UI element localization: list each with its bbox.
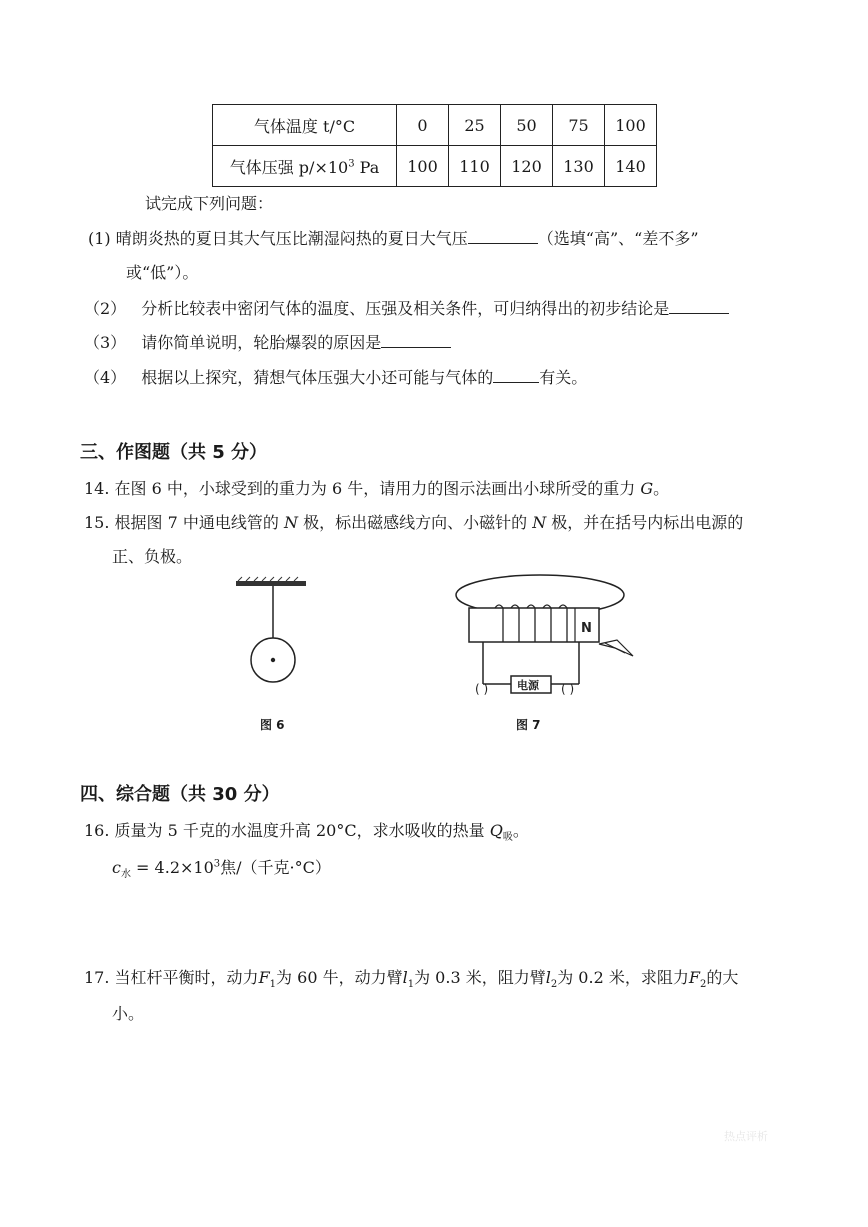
force-symbol: F — [688, 968, 700, 987]
specific-heat-formula — [112, 857, 331, 879]
force-symbol: F — [258, 968, 270, 987]
question-text: 质量为 5 千克的水温度升高 20°C，求水吸收的热量 — [114, 821, 485, 840]
figure-6-pendulum — [230, 575, 320, 705]
question-16 — [84, 820, 529, 842]
table-row — [213, 105, 657, 146]
pole-symbol: N — [532, 513, 547, 532]
heat-symbol: Q — [489, 821, 503, 840]
question-number: 16. — [84, 821, 110, 840]
polarity-bracket-left: ( ) — [475, 682, 489, 696]
polarity-bracket-right: ( ) — [561, 682, 575, 696]
table-cell: 110 — [449, 146, 501, 187]
ball-center — [271, 658, 275, 662]
solenoid-core — [469, 608, 599, 642]
cell-text: Pa — [354, 157, 380, 177]
answer-blank[interactable] — [381, 331, 451, 348]
question-text: 极，标出磁感线方向、小磁针的 — [303, 513, 528, 532]
question-text: 为 0.3 米，阻力臂 — [414, 968, 546, 987]
answer-blank[interactable] — [493, 366, 539, 383]
question-part — [84, 366, 587, 389]
figure-7-caption: 图 7 — [516, 718, 541, 732]
question-text: 极，并在括号内标出电源的 — [551, 513, 744, 532]
formula-symbol: c — [112, 858, 121, 877]
subscript: 水 — [120, 869, 131, 881]
table-cell: 0 — [397, 105, 449, 146]
question-text: 为 0.2 米，求阻力 — [557, 968, 689, 987]
question-14 — [84, 478, 669, 500]
part-number: (1) — [88, 229, 111, 248]
subscript: 2 — [699, 979, 707, 991]
ceiling-hatch — [238, 577, 298, 581]
section-heading: 四、综合题（共 30 分） — [80, 784, 280, 805]
intro-text: 试完成下列问题： — [145, 194, 274, 213]
question-text: 为 60 牛，动力臂 — [276, 968, 403, 987]
arm-symbol: l — [402, 968, 408, 987]
part-text: 根据以上探究，猜想气体压强大小还可能与气体的 — [141, 368, 494, 387]
part-text: 请你简单说明，轮胎爆裂的原因是 — [141, 333, 382, 352]
part-text: 有关。 — [539, 368, 588, 387]
power-source-label: 电源 — [517, 679, 539, 692]
part-number: （4） — [84, 368, 127, 387]
table-cell — [213, 146, 397, 187]
question-part-continuation: 或“低”）。 — [126, 263, 199, 282]
section-heading: 三、作图题（共 5 分） — [80, 442, 268, 463]
table-cell: 50 — [501, 105, 553, 146]
question-text: 。 — [512, 821, 529, 840]
subscript: 2 — [550, 979, 558, 991]
figure-7-solenoid — [455, 570, 640, 705]
question-text: 。 — [653, 479, 670, 498]
table-cell: 130 — [553, 146, 605, 187]
part-text: 晴朗炎热的夏日其大气压比潮湿闷热的夏日大气压 — [115, 229, 468, 248]
question-17-continuation: 小。 — [112, 1004, 145, 1023]
question-part — [88, 227, 699, 250]
table-cell: 气体温度 t/°C — [213, 105, 397, 146]
question-17 — [84, 967, 738, 989]
table-cell: 100 — [605, 105, 657, 146]
table-row — [213, 146, 657, 187]
table-cell: 140 — [605, 146, 657, 187]
question-15 — [84, 512, 743, 534]
answer-blank[interactable] — [669, 297, 729, 314]
question-text: 在图 6 中，小球受到的重力为 6 牛，请用力的图示法画出小球所受的重力 — [114, 479, 636, 498]
temperature-pressure-table — [212, 104, 657, 187]
table-cell: 75 — [553, 105, 605, 146]
table-cell: 25 — [449, 105, 501, 146]
figure-6-caption: 图 6 — [260, 718, 285, 732]
question-text: 根据图 7 中通电线管的 — [114, 513, 279, 532]
question-text: 的大 — [706, 968, 739, 987]
table-cell: 120 — [501, 146, 553, 187]
arm-symbol: l — [545, 968, 551, 987]
question-text: 当杠杆平衡时，动力 — [114, 968, 259, 987]
subscript: 1 — [407, 979, 415, 991]
watermark: 热点评析 — [724, 1130, 768, 1143]
subscript: 吸 — [502, 832, 513, 844]
ceiling-support — [236, 581, 306, 586]
table-cell: 100 — [397, 146, 449, 187]
answer-blank[interactable] — [468, 227, 538, 244]
pole-symbol: N — [284, 513, 298, 532]
question-number: 15. — [84, 513, 110, 532]
question-part — [84, 331, 451, 354]
part-number: （3） — [84, 333, 127, 352]
solenoid-n-pole-label: N — [581, 621, 592, 636]
superscript: 3 — [213, 858, 221, 870]
part-number: （2） — [84, 299, 127, 318]
force-symbol: G — [640, 479, 654, 498]
formula-text: 焦/（千克·°C） — [220, 858, 331, 877]
formula-text: = 4.2×10 — [130, 858, 214, 877]
question-number: 14. — [84, 479, 110, 498]
superscript: 3 — [348, 158, 355, 170]
question-number: 17. — [84, 968, 110, 987]
question-15-continuation: 正、负极。 — [112, 547, 193, 566]
subscript: 1 — [269, 979, 277, 991]
part-text: （选填“高”、“差不多” — [537, 229, 699, 248]
question-part — [84, 297, 729, 320]
part-text: 分析比较表中密闭气体的温度、压强及相关条件，可归纳得出的初步结论是 — [141, 299, 670, 318]
cell-text: 气体压强 p/×10 — [229, 157, 349, 177]
